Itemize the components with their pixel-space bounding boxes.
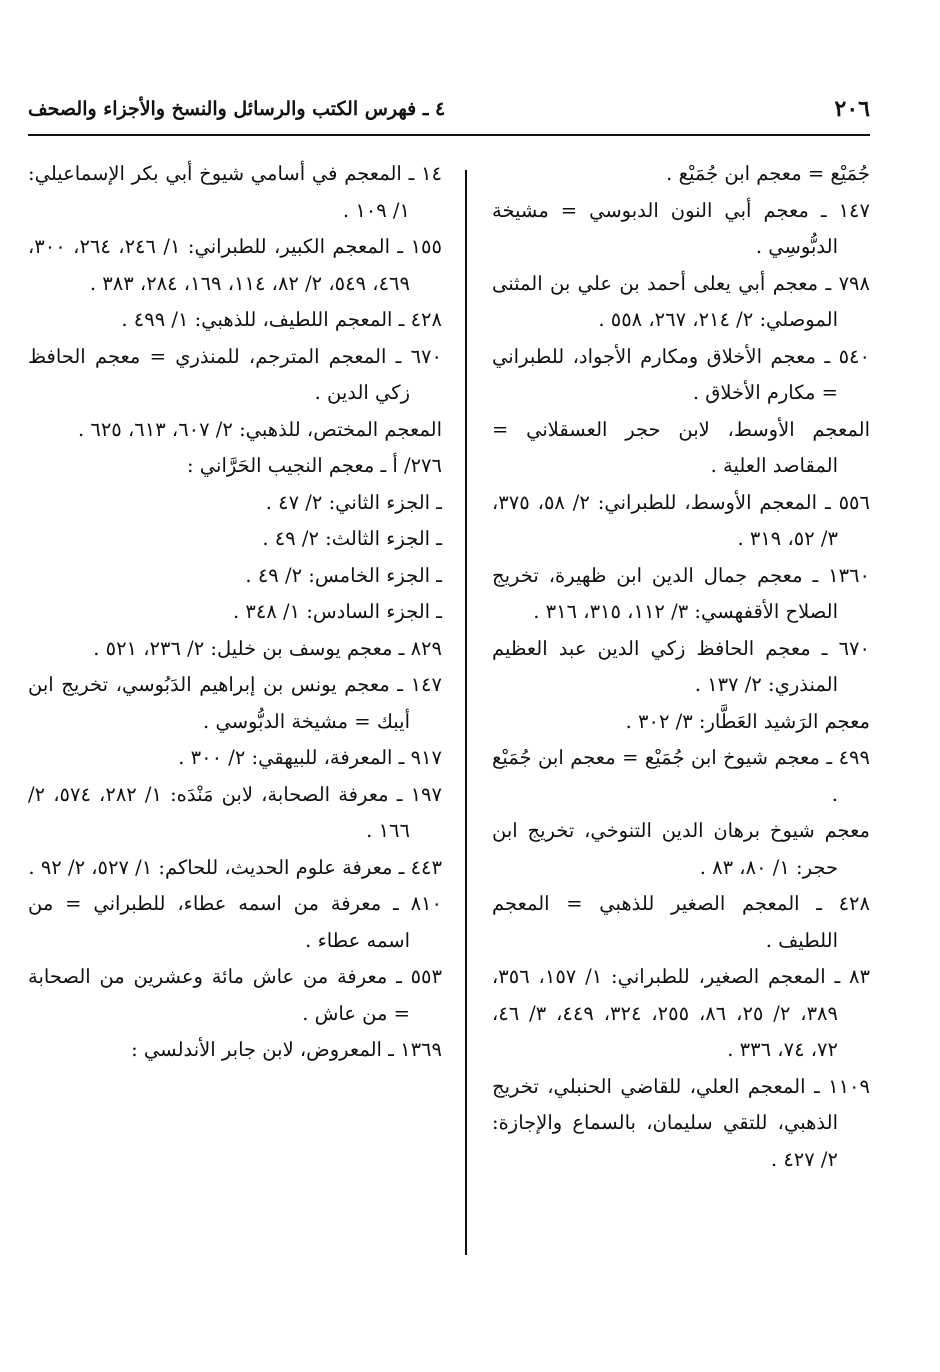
- index-entry: ١٣٦٠ ـ معجم جمال الدين ابن ظهيرة، تخريج الصلاح الأقفهسي: ٣/ ١١٢، ٣١٥، ٣١٦ .: [492, 563, 870, 623]
- index-entry: ١٥٥ ـ المعجم الكبير، للطبراني: ١/ ٢٤٦، ٢٦٤، ٣٠٠، ٤٦٩، ٥٤٩، ٢/ ٨٢، ١١٤، ١٦٩، ٢٨٤، ٣٨٣ .: [28, 235, 442, 295]
- index-entry: المعجم المختص، للذهبي: ٢/ ٦٠٧، ٦١٣، ٦٢٥ .: [77, 417, 442, 441]
- right-column: [492, 156, 870, 1178]
- index-entry: ٥٥٣ ـ معرفة من عاش مائة وعشرين من الصحابة = من عاش .: [28, 965, 442, 1025]
- sub-entry: ـ الجزء الثالث: ٢/ ٤٩ .: [262, 527, 442, 550]
- index-entry: ٨٢٩ ـ معجم يوسف بن خليل: ٢/ ٢٣٦، ٥٢١ .: [93, 636, 442, 660]
- running-title: ٤ ـ فهرس الكتب والرسائل والنسخ والأجزاء والصحف: [28, 98, 446, 120]
- index-entry: ٤٢٨ ـ المعجم الصغير للذهبي = المعجم اللطيف .: [492, 892, 870, 952]
- index-entry: ٥٥٦ ـ المعجم الأوسط، للطبراني: ٢/ ٥٨، ٣٧٥، ٣/ ٥٢، ٣١٩ .: [492, 490, 870, 550]
- index-entry: معجم شيوخ برهان الدين التنوخي، تخريج ابن حجر: ١/ ٨٠، ٨٣ .: [492, 819, 870, 879]
- index-entry: ٩١٧ ـ المعرفة، للبيهقي: ٢/ ٣٠٠ .: [178, 746, 442, 769]
- left-column: [28, 156, 442, 1069]
- index-entry: ١٤٧ ـ معجم أبي النون الدبوسي = مشيخة الدبُّوسِي .: [492, 198, 870, 258]
- index-entry: ١٤ ـ المعجم في أسامي شيوخ أبي بكر الإسماعيلي: ١/ ١٠٩ .: [28, 162, 442, 222]
- sub-entry: ـ الجزء الخامس: ٢/ ٤٩ .: [245, 563, 442, 587]
- index-entry: ٧٩٨ ـ معجم أبي يعلى أحمد بن علي بن المثنى الموصلي: ٢/ ٢١٤، ٢٦٧، ٥٥٨ .: [492, 271, 870, 331]
- index-entry: ١١٠٩ ـ المعجم العلي، للقاضي الحنبلي، تخريج الذهبي، للتقي سليمان، بالسماع والإجازة: ٢/ ٤٢٧ .: [492, 1074, 870, 1171]
- sub-entry: ـ الجزء السادس: ١/ ٣٤٨ .: [232, 600, 442, 623]
- index-entry: ٤٢٨ ـ المعجم اللطيف، للذهبي: ١/ ٤٩٩ .: [121, 308, 442, 331]
- index-entry: ١٤٧ ـ معجم يونس بن إبراهيم الدَبُوسي، تخريج ابن أيبك = مشيخة الدبُّوسي .: [28, 673, 442, 733]
- index-entry: معجم الرَشيد العَطَّار: ٣/ ٣٠٢ .: [625, 709, 870, 733]
- index-entry: المعجم الأوسط، لابن حجر العسقلاني = المقاصد العلية .: [492, 417, 870, 477]
- index-entry: ٥٤٠ ـ معجم الأخلاق ومكارم الأجواد، للطبراني = مكارم الأخلاق .: [492, 344, 870, 404]
- index-entry: ٨١٠ ـ معرفة من اسمه عطاء، للطبراني = من اسمه عطاء .: [28, 892, 442, 952]
- page-number: ٢٠٦: [834, 96, 870, 122]
- index-entry: ٦٧٠ ـ المعجم المترجم، للمنذري = معجم الحافظ زكي الدين .: [28, 344, 442, 404]
- index-entry: ٤٤٣ ـ معرفة علوم الحديث، للحاكم: ١/ ٥٢٧، ٢/ ٩٢ .: [28, 855, 442, 879]
- sub-entry: ـ الجزء الثاني: ٢/ ٤٧ .: [265, 490, 442, 514]
- index-entry: ١٩٧ ـ معرفة الصحابة، لابن مَنْدَه: ١/ ٢٨٢، ٥٧٤، ٢/ ١٦٦ .: [28, 782, 442, 842]
- column-divider: [465, 170, 467, 1255]
- index-entry: ١٣٦٩ ـ المعروض، لابن جابر الأندلسي :: [131, 1038, 442, 1061]
- index-entry: ٤٩٩ ـ معجم شيوخ ابن جُمَيْع = معجم ابن جُمَيْع .: [492, 746, 870, 806]
- page-header: [28, 96, 870, 128]
- index-entry: ٢٧٦/ أ ـ معجم النجيب الحَرَّاني :: [187, 454, 442, 477]
- index-entry: جُمَيْع = معجم ابن جُمَيْع .: [666, 162, 870, 185]
- header-rule: [28, 134, 870, 136]
- index-entry: ٦٧٠ ـ معجم الحافظ زكي الدين عبد العظيم المنذري: ٢/ ١٣٧ .: [492, 636, 870, 696]
- index-entry: ٨٣ ـ المعجم الصغير، للطبراني: ١/ ١٥٧، ٣٥٦، ٣٨٩، ٢/ ٢٥، ٨٦، ٢٥٥، ٣٢٤، ٤٤٩، ٣/ ٤٦، ٧٢، ٧٤، ٣٣٦ .: [492, 965, 870, 1061]
